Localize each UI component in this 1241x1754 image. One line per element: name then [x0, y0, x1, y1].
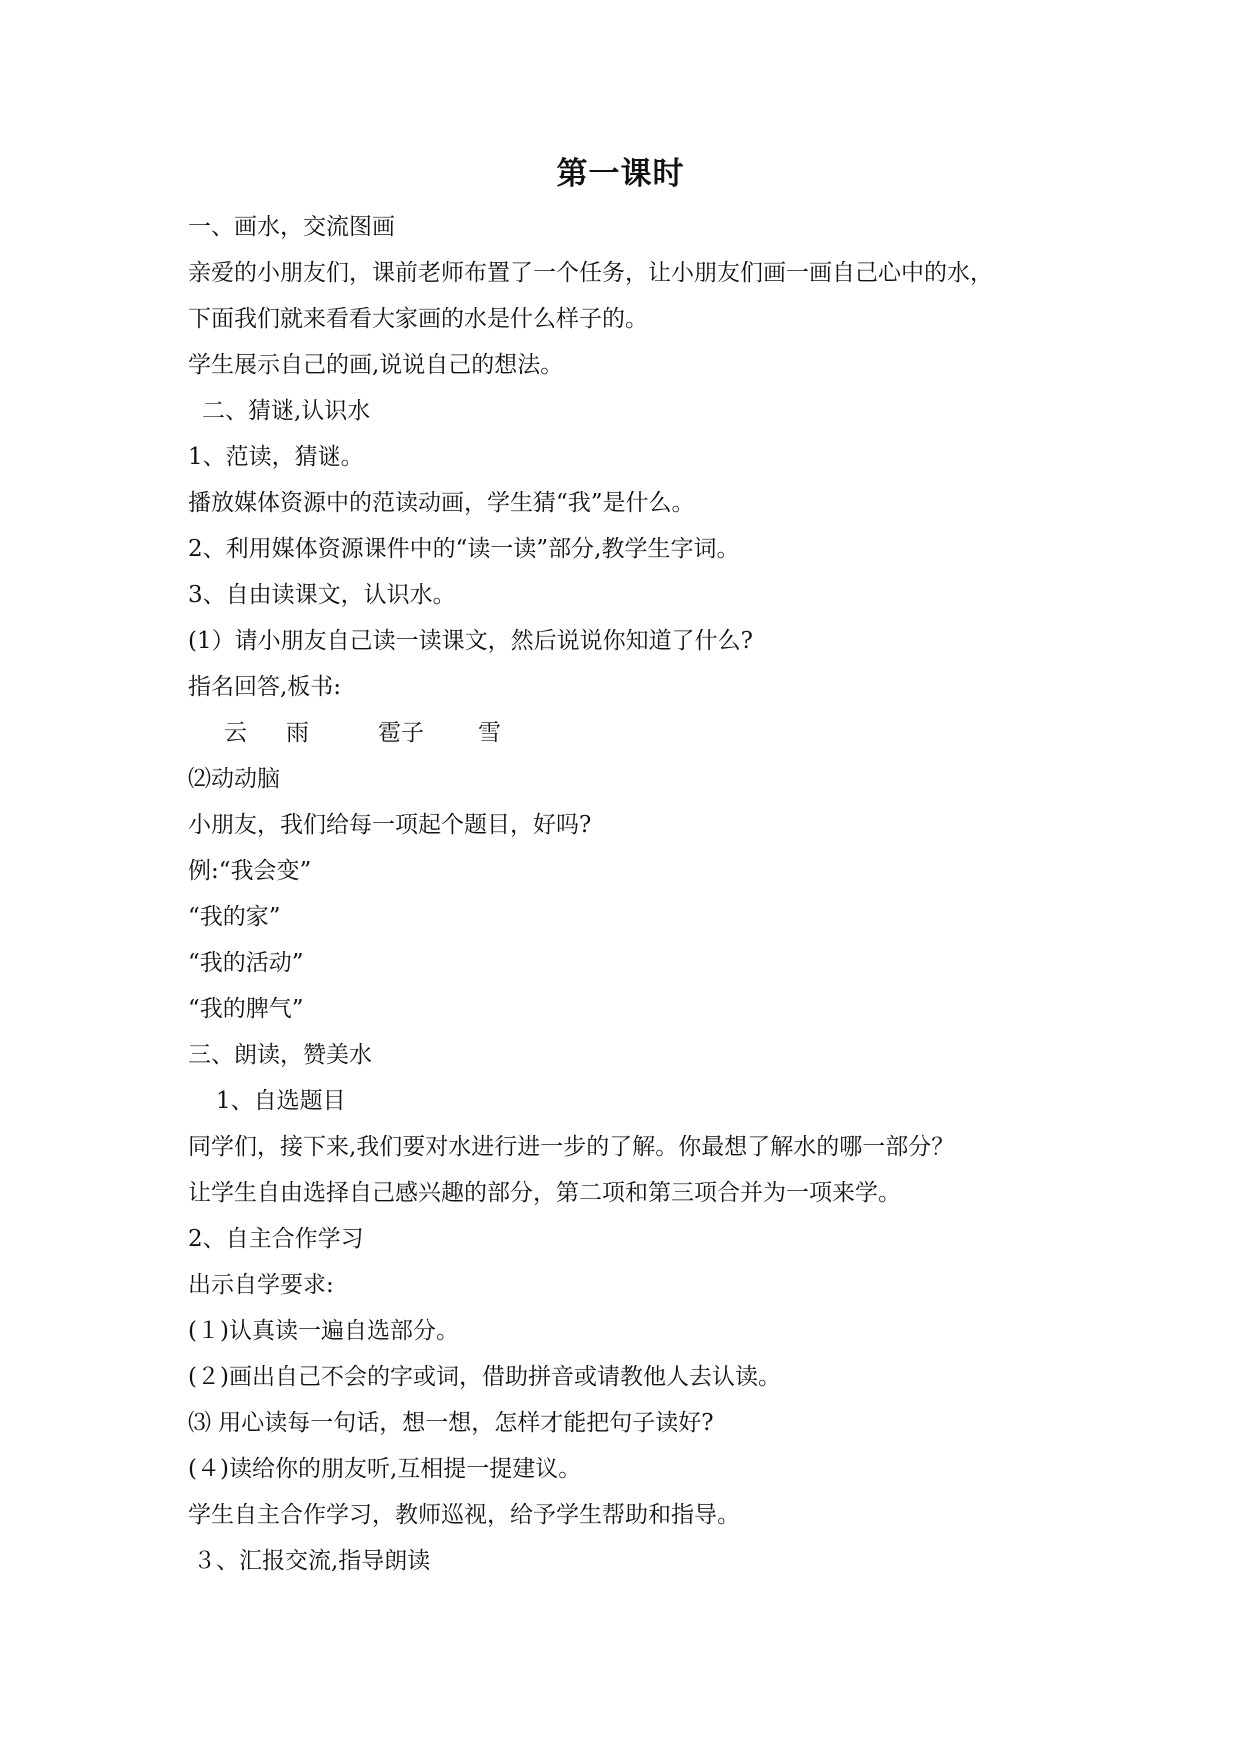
paragraph-line: “我的家” [188, 904, 281, 930]
step-heading: 3、自由读课文，认识水。 [188, 582, 456, 608]
document-body [188, 204, 1068, 1584]
paragraph-line: (４)读给你的朋友听,互相提一提建议。 [188, 1456, 582, 1482]
step-heading: ３、汇报交流,指导朗读 [193, 1548, 431, 1574]
paragraph-line: 下面我们就来看看大家画的水是什么样子的。 [188, 306, 648, 332]
step-heading: 2、利用媒体资源课件中的“读一读”部分,教学生字词。 [188, 536, 740, 562]
paragraph-line: 例:“我会变” [188, 858, 312, 884]
board-words [188, 710, 1068, 756]
section-heading-3: 三、朗读，赞美水 [188, 1042, 372, 1068]
paragraph-line: 指名回答,板书: [188, 674, 342, 700]
section-heading-2: 二、猜谜,认识水 [202, 398, 371, 424]
step-heading: 1、范读，猜谜。 [188, 444, 364, 470]
paragraph-line: “我的脾气” [188, 996, 304, 1022]
paragraph-line: (２)画出自己不会的字或词，借助拼音或请教他人去认读。 [188, 1364, 781, 1390]
step-heading: 2、自主合作学习 [188, 1226, 364, 1252]
paragraph-line: “我的活动” [188, 950, 304, 976]
paragraph-line: 小朋友，我们给每一项起个题目，好吗? [188, 812, 592, 838]
paragraph-line: ⑵动动脑 [188, 766, 280, 792]
paragraph-line: (1）请小朋友自己读一读课文，然后说说你知道了什么? [188, 628, 753, 654]
paragraph-line: (１)认真读一遍自选部分。 [188, 1318, 459, 1344]
board-word: 雨 [286, 720, 309, 746]
board-word: 雪 [478, 720, 501, 746]
paragraph-line: 学生自主合作学习，教师巡视，给予学生帮助和指导。 [188, 1502, 740, 1528]
paragraph-line: 让学生自由选择自己感兴趣的部分，第二项和第三项合并为一项来学。 [188, 1180, 901, 1206]
board-word: 雹子 [378, 720, 424, 746]
paragraph-line: 出示自学要求: [188, 1272, 334, 1298]
page-title: 第一课时 [556, 156, 685, 192]
section-heading-1: 一、画水，交流图画 [188, 214, 395, 240]
paragraph-line: 同学们，接下来,我们要对水进行进一步的了解。你最想了解水的哪一部分？ [188, 1134, 955, 1160]
paragraph-line: 亲爱的小朋友们，课前老师布置了一个任务，让小朋友们画一画自己心中的水， [188, 260, 993, 286]
paragraph-line: 播放媒体资源中的范读动画，学生猜“我”是什么。 [188, 490, 695, 516]
step-heading: 1、自选题目 [216, 1088, 346, 1114]
paragraph-line: ⑶ 用心读每一句话，想一想，怎样才能把句子读好? [188, 1410, 714, 1436]
board-word: 云 [224, 720, 247, 746]
paragraph-line: 学生展示自己的画,说说自己的想法。 [188, 352, 564, 378]
